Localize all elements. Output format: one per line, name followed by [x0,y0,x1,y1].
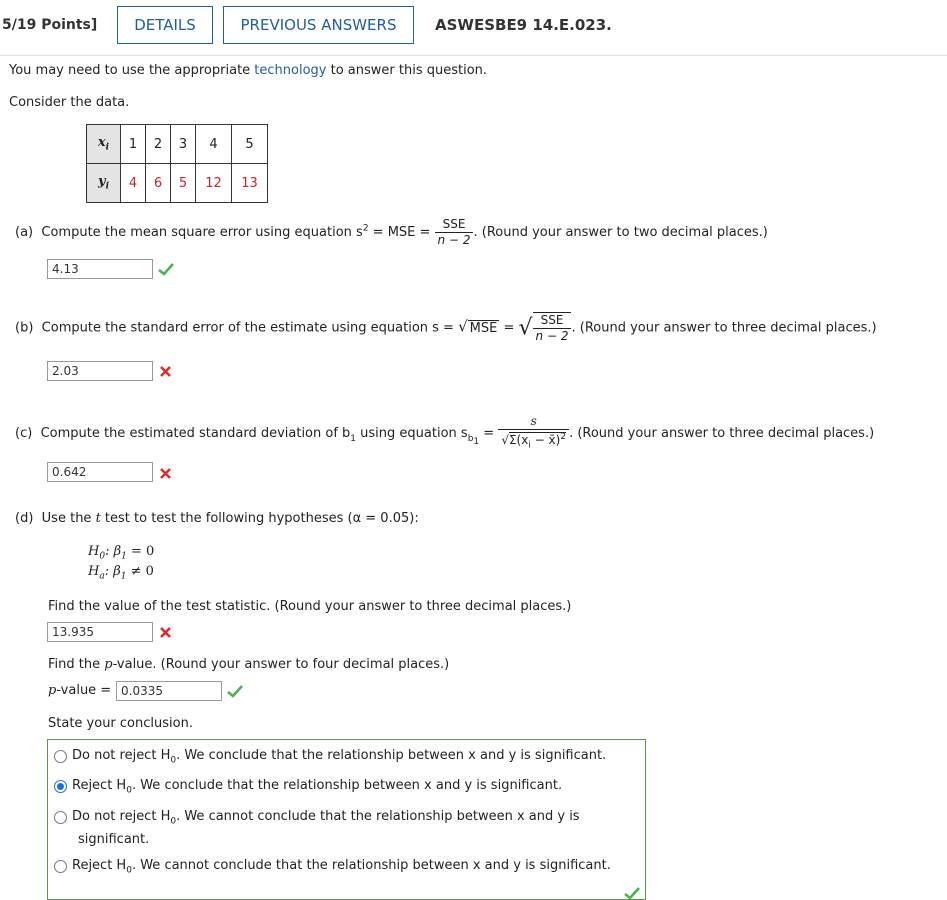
test-statistic-prompt: Find the value of the test statistic. (Round your answer to three decimal places.) [48,599,572,614]
data-table [86,124,268,203]
part-a-answer-input[interactable]: 4.13 [47,259,153,279]
part-b-question: (b) Compute the standard error of the estimate using equation s = √ MSE = √ $\frac{\text{SSE}}{n - 2}$ . (Round your answer to three decimal places.) [15,313,877,343]
correct-check-icon [227,684,243,698]
p-value-input[interactable]: 0.0335 [116,681,222,701]
x-cell: 4 [196,125,232,164]
test-statistic-input[interactable]: 13.935 [47,622,153,642]
option-label[interactable]: Reject $H_0$. We cannot conclude that the relationship between x and y is significant. [72,858,611,876]
y-cell: 12 [196,164,232,203]
x-row [87,125,268,164]
sse-fraction: $\frac{\text{SSE}}{n - 2}$ [533,312,572,344]
x-cell: 3 [171,125,196,164]
p-value-prompt: Find the p-value. (Round your answer to four decimal places.) [48,657,450,672]
correct-check-icon [158,262,174,276]
x-cell: 2 [146,125,171,164]
null-hypothesis: $H_0$: $\beta_1 = 0$ [88,544,155,562]
points-label: 5/19 Points] [2,17,98,33]
part-d-question: (d) Use the t test to test the following hypotheses (α = 0.05): [15,511,419,526]
technology-link[interactable]: technology [254,63,327,78]
p-value-label: p-value = [48,683,112,698]
details-button[interactable]: DETAILS [117,6,213,44]
part-a-question: (a) Compute the mean square error using equation $s^2$ = MSE = $\frac{\text{SSE}}{n - 2}$ . (Round your answer to two decimal places.) [15,217,768,247]
option-label[interactable]: Reject $H_0$. We conclude that the relationship between x and y is significant. [72,778,563,796]
previous-answers-button[interactable]: PREVIOUS ANSWERS [223,6,414,44]
conclusion-options [47,739,646,900]
correct-check-icon [624,886,640,900]
x-header: $x_i$ [87,125,121,164]
part-c-question: (c) Compute the estimated standard deviation of $b_1$ using equation $s_{b_1}$ = $\frac{s}{√\Sigma(x_i - x̄)^2}$ . (Round your answer to three decimal places.) [15,414,874,453]
alternative-hypothesis: $H_a$: $\beta_1 \ne 0$ [88,564,154,582]
technology-note: You may need to use the appropriate technology to answer this question. [9,63,488,78]
option-radio[interactable] [54,811,67,824]
y-cell: 5 [171,164,196,203]
y-cell: 4 [121,164,146,203]
incorrect-x-icon [159,365,172,378]
y-cell: 13 [232,164,268,203]
y-row [87,164,268,203]
x-cell: 1 [121,125,146,164]
option-label[interactable]: Do not reject $H_0$. We conclude that the relationship between x and y is significant. [72,748,607,766]
y-header: $y_i$ [87,164,121,203]
option-radio[interactable] [54,860,67,873]
x-cell: 5 [232,125,268,164]
conclusion-prompt: State your conclusion. [48,716,193,731]
part-c-answer-input[interactable]: 0.642 [47,462,153,482]
option-radio-selected[interactable] [54,780,67,793]
y-cell: 6 [146,164,171,203]
option-label-continued: significant. [78,832,150,847]
incorrect-x-icon [159,626,172,639]
incorrect-x-icon [159,467,172,480]
consider-text: Consider the data. [9,95,130,110]
part-b-answer-input[interactable]: 2.03 [47,361,153,381]
sb1-fraction: $\frac{s}{√\Sigma(x_i - x̄)^2}$ [498,414,569,453]
option-label[interactable]: Do not reject $H_0$. We cannot conclude that the relationship between x and y is [72,809,580,827]
option-radio[interactable] [54,750,67,763]
problem-code: ASWESBE9 14.E.023. [435,16,612,34]
sse-fraction: $\frac{\text{SSE}}{n - 2}$ [435,217,474,248]
question-header [0,0,947,56]
